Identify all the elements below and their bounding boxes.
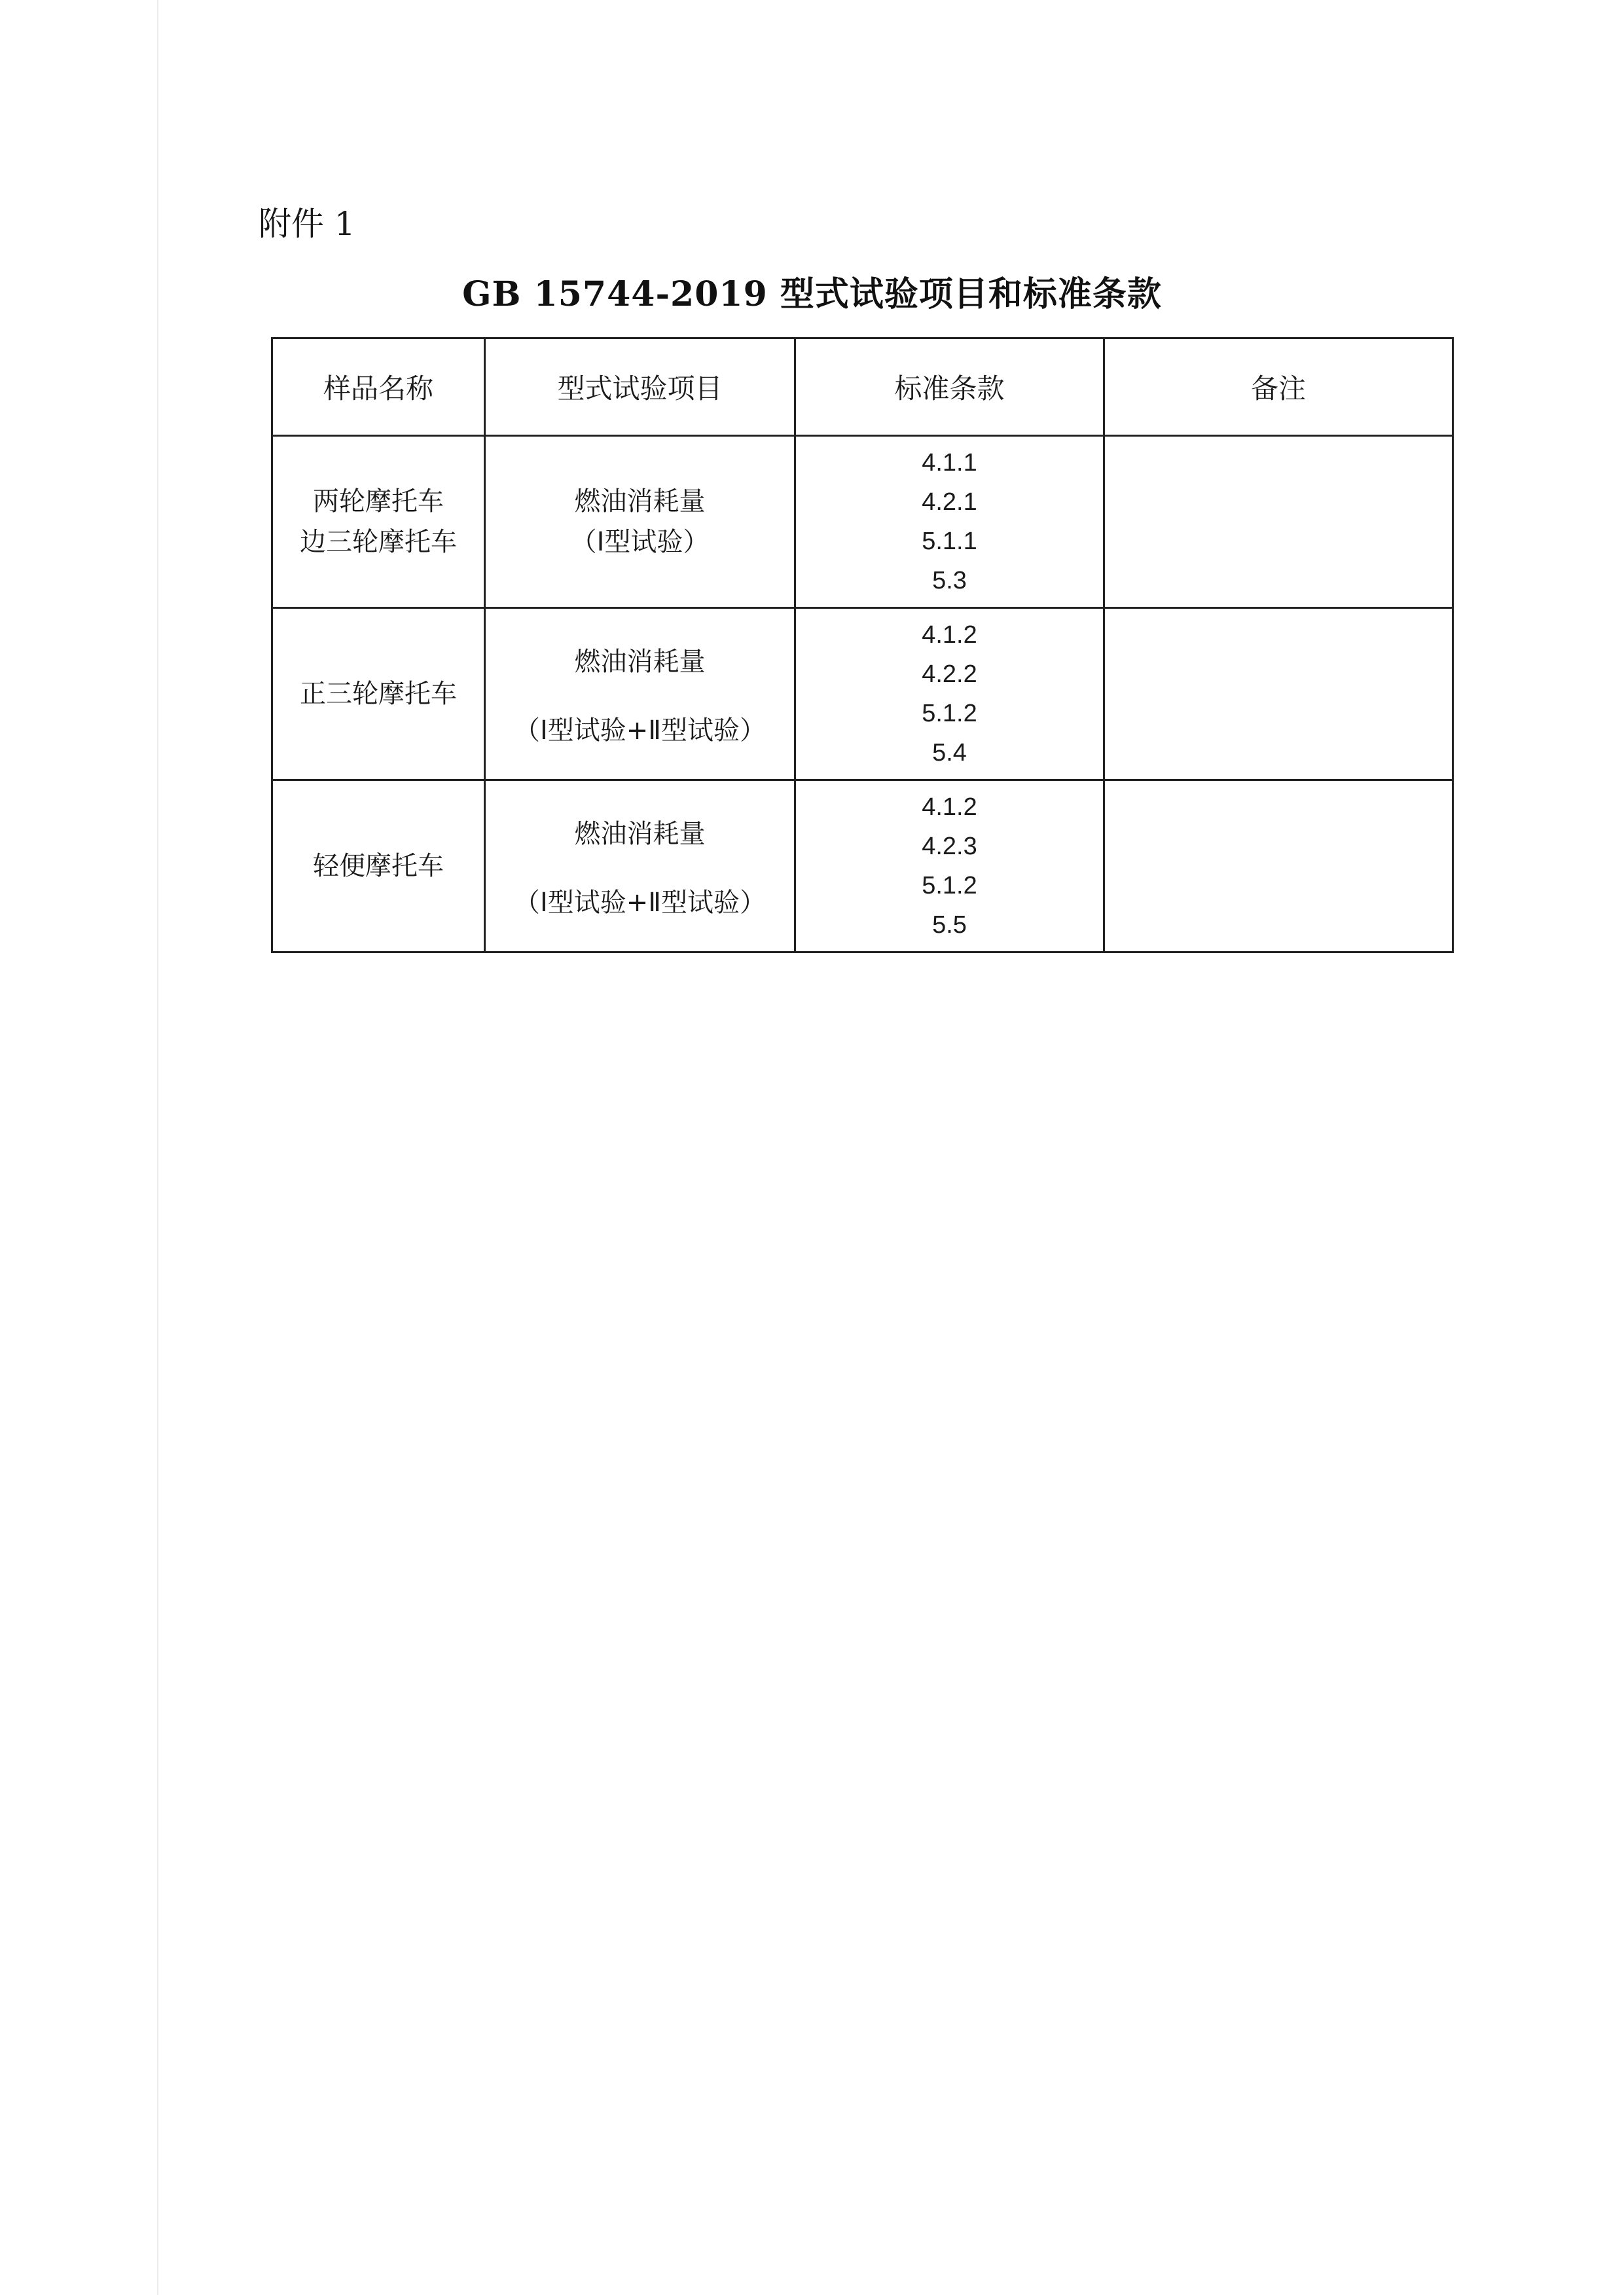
header-remarks: 备注 — [1104, 338, 1453, 436]
attachment-label: 附件 1 — [259, 205, 355, 243]
page-edge-line — [157, 0, 158, 2295]
sample-name-line: 正三轮摩托车 — [300, 679, 457, 709]
clause-number: 5.1.2 — [922, 699, 977, 727]
test-item-cell — [485, 780, 795, 952]
clause-number: 4.2.1 — [922, 488, 977, 516]
test-item-cell — [485, 608, 795, 780]
test-item-cell — [485, 436, 795, 608]
sample-name-line: 两轮摩托车 — [313, 486, 444, 516]
table-row — [272, 780, 1453, 952]
clause-number: 4.2.2 — [922, 660, 977, 688]
clause-number: 4.2.3 — [922, 832, 977, 860]
test-items-table — [271, 337, 1454, 953]
test-item-line: 燃油消耗量 — [574, 486, 706, 516]
table-header-row — [272, 338, 1453, 436]
clause-number: 4.1.2 — [922, 621, 977, 649]
header-clauses: 标准条款 — [795, 338, 1104, 436]
remarks-cell — [1104, 608, 1453, 780]
sample-name-cell — [272, 608, 485, 780]
remarks-cell — [1104, 436, 1453, 608]
sample-name-line: 轻便摩托车 — [313, 851, 444, 881]
clause-number: 5.3 — [932, 566, 967, 594]
clause-number: 5.1.1 — [922, 527, 977, 555]
clauses-cell — [795, 608, 1104, 780]
header-test-item: 型式试验项目 — [485, 338, 795, 436]
test-item-line: （Ⅰ型试验+Ⅱ型试验） — [514, 888, 766, 918]
sample-name-cell — [272, 780, 485, 952]
table-row — [272, 436, 1453, 608]
clause-number: 4.1.2 — [922, 793, 977, 821]
sample-name-line: 边三轮摩托车 — [300, 527, 457, 557]
header-sample-name: 样品名称 — [272, 338, 485, 436]
test-item-line: 燃油消耗量 — [574, 819, 706, 849]
clauses-cell — [795, 780, 1104, 952]
remarks-cell — [1104, 780, 1453, 952]
clause-number: 5.5 — [932, 911, 967, 939]
test-item-line: （Ⅰ型试验+Ⅱ型试验） — [514, 715, 766, 746]
clause-number: 5.1.2 — [922, 871, 977, 899]
clause-number: 5.4 — [932, 738, 967, 767]
test-item-line: （Ⅰ型试验） — [570, 527, 710, 557]
clause-number: 4.1.1 — [922, 448, 977, 477]
sample-name-cell — [272, 436, 485, 608]
clauses-cell — [795, 436, 1104, 608]
test-item-line: 燃油消耗量 — [574, 647, 706, 677]
table-row — [272, 608, 1453, 780]
document-title: GB 15744-2019 型式试验项目和标准条款 — [462, 274, 1162, 314]
